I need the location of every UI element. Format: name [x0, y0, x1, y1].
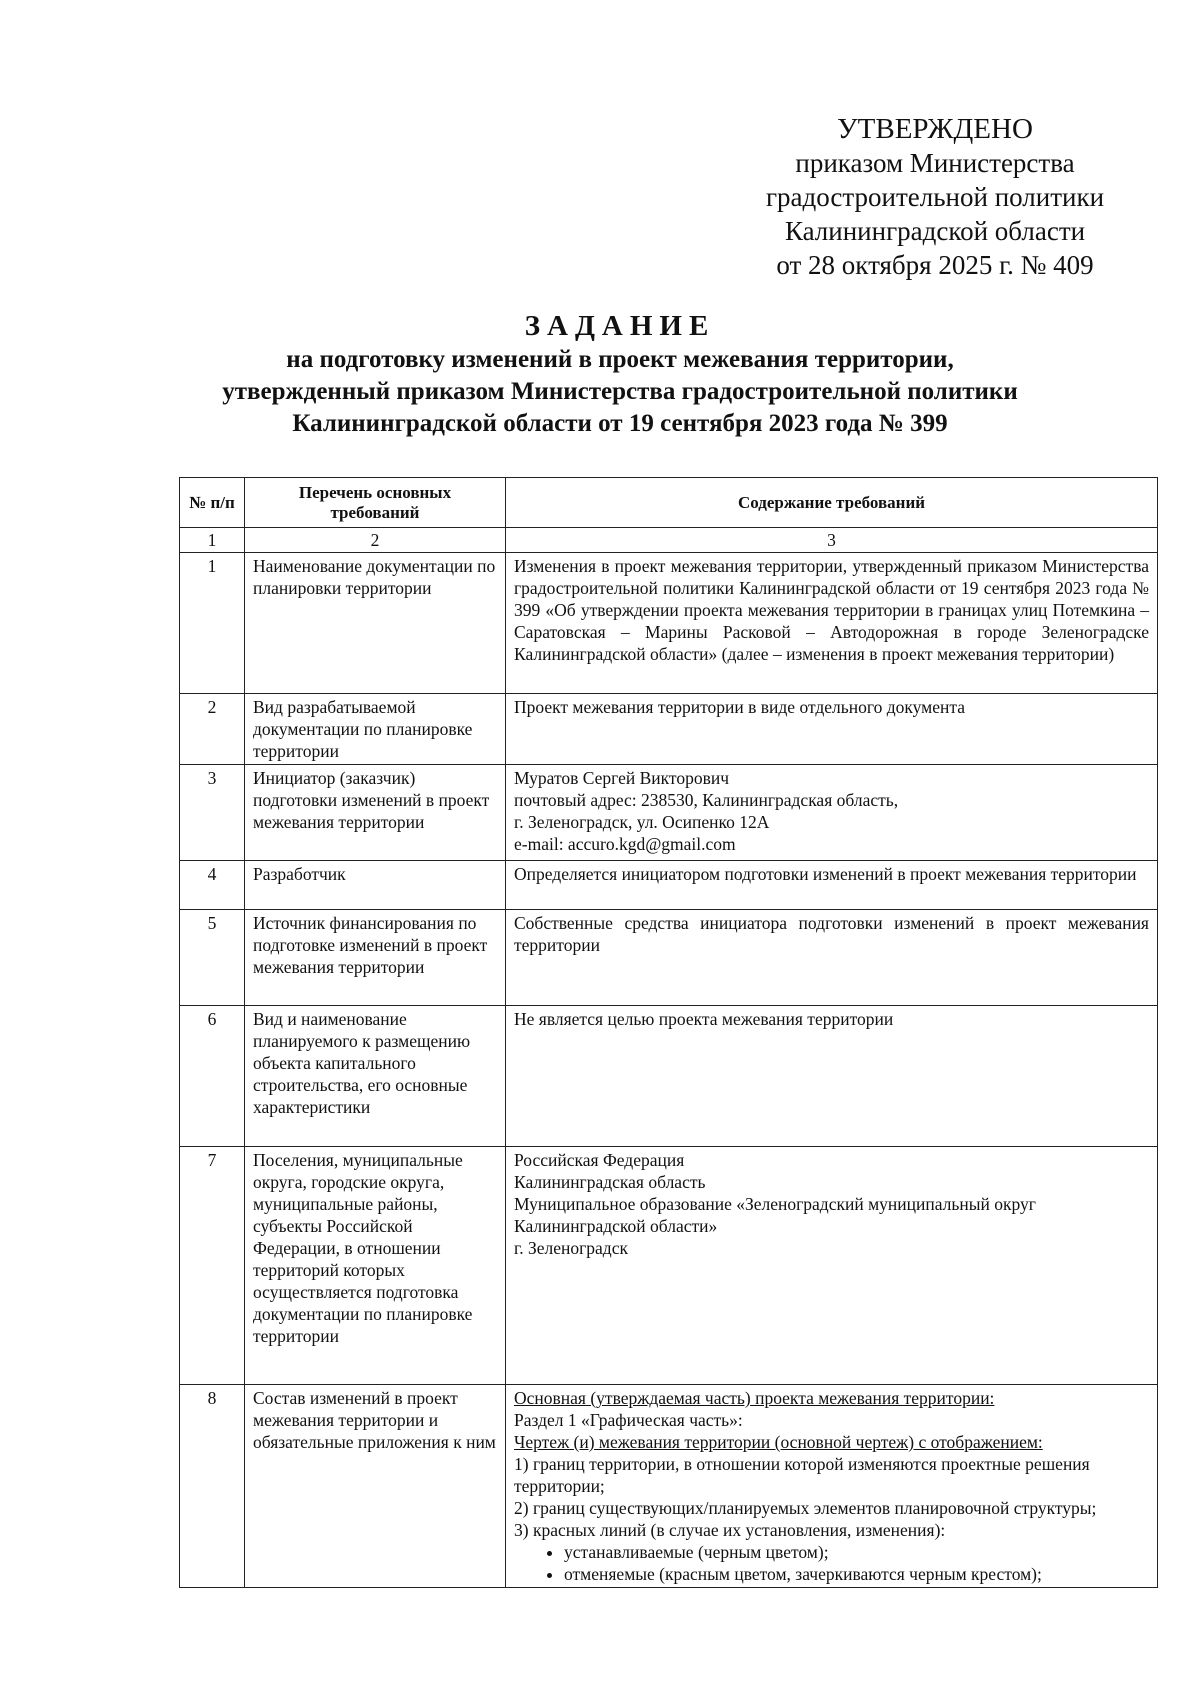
table-row [180, 553, 1158, 694]
territory-line: г. Зеленоградск [514, 1238, 628, 1258]
row-content: Изменения в проект межевания территории, утвержденный приказом Министерства градостроительной политики Калининградской области от 19 сентября 2023 года № 399 «Об утверждении проекта межевания территории в границах улиц Потемкина – Саратовская – Марины Расковой – Автодорожная в городе Зеленоградске Калининградской области» (далее – изменения в проект межевания территории) [506, 553, 1158, 694]
table-row [180, 1147, 1158, 1385]
content-item: 1) границ территории, в отношении которой изменяются проектные решения территории; [514, 1454, 1090, 1496]
title-line: Калининградской области от 19 сентября 2023 года № 399 [292, 410, 948, 437]
row-content: Проект межевания территории в виде отдельного документа [506, 694, 1158, 765]
row-content: Собственные средства инициатора подготовки изменений в проект межевания территории [506, 910, 1158, 1006]
row-label: Вид разрабатываемой документации по планировке территории [245, 694, 506, 765]
row-number: 2 [180, 694, 245, 765]
content-item: 3) красных линий (в случае их установления, изменения): [514, 1520, 946, 1540]
row-number: 3 [180, 765, 245, 861]
content-item: 2) границ существующих/планируемых элементов планировочной структуры; [514, 1498, 1097, 1518]
column-number: 3 [506, 528, 1158, 553]
row-label: Инициатор (заказчик) подготовки изменений в проект межевания территории [245, 765, 506, 861]
territory-line: Российская Федерация [514, 1150, 685, 1170]
document-title [120, 308, 1120, 440]
column-number: 2 [245, 528, 506, 553]
row-content [506, 1385, 1158, 1588]
list-item: • устанавливаемые (черным цветом); [564, 1541, 1149, 1563]
row-content [506, 1147, 1158, 1385]
row-label: Наименование документации по планировки территории [245, 553, 506, 694]
content-section: Раздел 1 «Графическая часть»: [514, 1410, 743, 1430]
row-number: 7 [180, 1147, 245, 1385]
table-row [180, 861, 1158, 910]
row-content: Не является целью проекта межевания территории [506, 1006, 1158, 1147]
row-label: Источник финансирования по подготовке изменений в проект межевания территории [245, 910, 506, 1006]
territory-line: Калининградская область [514, 1172, 706, 1192]
table-row [180, 910, 1158, 1006]
red-lines-list [514, 1541, 1149, 1585]
requirements-table [179, 477, 1158, 1588]
approval-stamp [740, 112, 1130, 282]
row-number: 8 [180, 1385, 245, 1588]
title-line: на подготовку изменений в проект межевания территории, [286, 346, 954, 373]
row-label: Состав изменений в проект межевания территории и обязательные приложения к ним [245, 1385, 506, 1588]
content-drawing: Чертеж (и) межевания территории (основной чертеж) с отображением: [514, 1432, 1043, 1452]
territory-line: Муниципальное образование «Зеленоградский муниципальный округ Калининградской области» [514, 1194, 1036, 1236]
approval-line: Калининградской области [784, 216, 1086, 246]
table-header-row [180, 478, 1158, 528]
row-label: Разработчик [245, 861, 506, 910]
list-item: • отменяемые (красным цветом, зачеркиваются черным крестом); [564, 1563, 1149, 1585]
row-content: Определяется инициатором подготовки изменений в проект межевания территории [506, 861, 1158, 910]
content-heading: Основная (утверждаемая часть) проекта межевания территории: [514, 1388, 995, 1408]
table-row [180, 1385, 1158, 1588]
row-number: 1 [180, 553, 245, 694]
table-row [180, 1006, 1158, 1147]
approval-heading: УТВЕРЖДЕНО [837, 113, 1033, 145]
approval-line: градостроительной политики [765, 182, 1105, 212]
row-content [506, 765, 1158, 861]
title-main: ЗАДАНИЕ [524, 310, 716, 342]
approval-line: приказом Министерства [795, 148, 1075, 178]
row-label: Поселения, муниципальные округа, городские округа, муниципальные районы, субъекты Российской Федерации, в отношении территорий которых осуществляется подготовка документации по планировке территории [245, 1147, 506, 1385]
approval-order: от 28 октября 2025 г. № 409 [776, 250, 1094, 280]
header-num: № п/п [180, 478, 245, 528]
title-line: утвержденный приказом Министерства градостроительной политики [222, 378, 1018, 405]
header-list: Перечень основных требований [245, 478, 506, 528]
table-row [180, 765, 1158, 861]
table-row [180, 694, 1158, 765]
initiator-name: Муратов Сергей Викторович [514, 768, 730, 788]
row-label: Вид и наименование планируемого к размещению объекта капитального строительства, его основные характеристики [245, 1006, 506, 1147]
row-number: 6 [180, 1006, 245, 1147]
column-number: 1 [180, 528, 245, 553]
column-number-row [180, 528, 1158, 553]
initiator-address: г. Зеленоградск, ул. Осипенко 12А [514, 812, 770, 832]
row-number: 5 [180, 910, 245, 1006]
initiator-address: почтовый адрес: 238530, Калининградская область, [514, 790, 899, 810]
row-number: 4 [180, 861, 245, 910]
initiator-email: e-mail: accuro.kgd@gmail.com [514, 834, 736, 854]
header-content: Содержание требований [506, 478, 1158, 528]
